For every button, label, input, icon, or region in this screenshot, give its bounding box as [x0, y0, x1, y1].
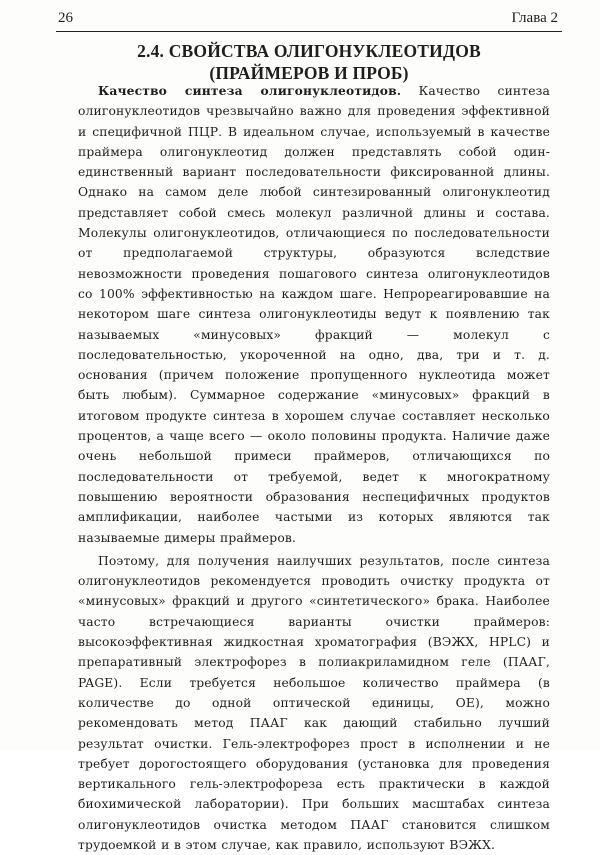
section-title-line-1: 2.4. СВОЙСТВА ОЛИГОНУКЛЕОТИДОВ	[137, 41, 481, 61]
paragraph-purification: Поэтому, для получения наилучших результатов, после синтеза олигонуклеотидов рекомендуется проводить очистку продукта от «минусовых» фракций и другого «синтетического» брака. Наиболее часто встречающиеся варианты очистки праймеров: высокоэффективная жидкостная хроматография (ВЭЖХ, HPLC) и препаративный электрофорез в полиакриламидном геле (ПААГ, PAGE). Если требуется небольшое количество праймера (в количестве до одной оптической единицы, ОЕ), можно рекомендовать метод ПААГ как дающий стабильно лучший результат очистки. Гель-электрофорез прост в исполнении и не требует дорогостоящего оборудования (установка для проведения вертикального гель-электрофореза есть практически в каждой биохимической лаборатории). При больших масштабах синтеза олигонуклеотидов очистка методом ПААГ становится слишком трудоемкой и в этом случае, как правило, используют ВЭЖХ.	[78, 553, 550, 852]
section-title-line-2: (ПРАЙМЕРОВ И ПРОБ)	[209, 63, 409, 83]
run-in-heading: Качество синтеза олигонуклеотидов.	[98, 83, 402, 98]
chapter-label: Глава 2	[511, 10, 558, 26]
paragraph-quality	[78, 81, 550, 548]
page-number: 26	[58, 10, 73, 26]
section-title	[60, 40, 558, 84]
paragraph-quality-text: Качество синтеза олигонуклеотидов чрезвычайно важно для проведения эффективной и специфичной ПЦР. В идеальном случае, используемый в качестве праймера олигонуклеотид должен представлять собой один-единственный вариант последовательности фиксированной длины. Однако на самом деле любой синтезированный олигонуклеотид представляет собой смесь молекул различной длины и состава. Молекулы олигонуклеотидов, отличающиеся по последовательности от предполагаемой структуры, образуются вследствие невозможности проведения пошагового синтеза олигонуклеотидов со 100% эффективностью на каждом шаге. Непрореагировавшие на некотором шаге синтеза олигонуклеотиды ведут к появлению так называемых «минусовых» фракций — молекул с последовательностью, укороченной на одно, два, три и т. д. основания (причем положение пропущенного нуклеотида может быть любым). Суммарное содержание «минусовых» фракций в итоговом продукте синтеза в хорошем случае составляет несколько процентов, а чаще всего — около половины продукта. Наличие даже очень небольшой примеси праймеров, отличающихся по последовательности от требуемой, ведет к многократному повышению вероятности образования неспецифичных продуктов амплификации, наиболее частыми из которых являются так называемые димеры праймеров.	[78, 84, 550, 545]
header-rule	[56, 31, 562, 32]
running-head	[58, 10, 558, 32]
body-text	[78, 81, 550, 855]
